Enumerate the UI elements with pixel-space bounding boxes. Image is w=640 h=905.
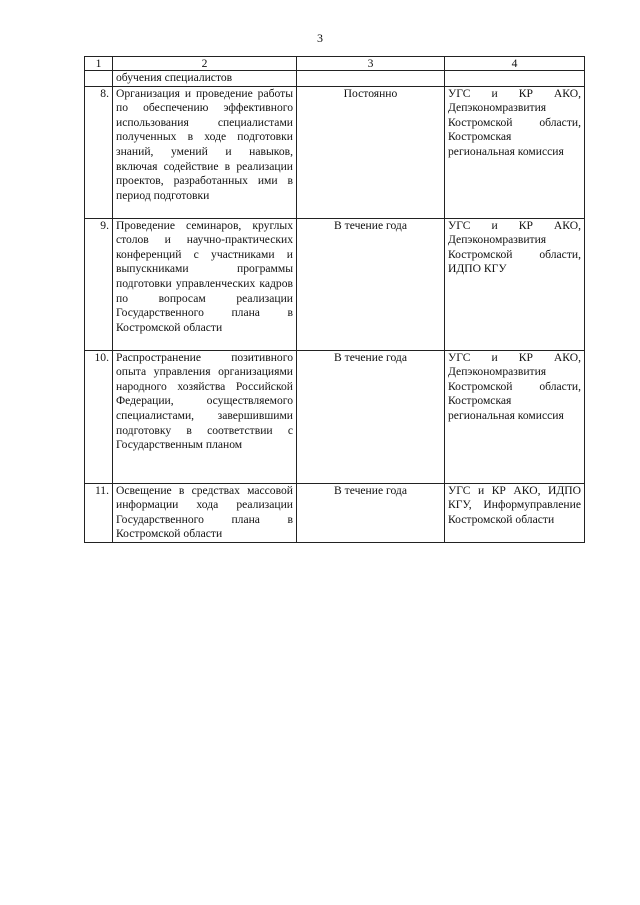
plan-table bbox=[84, 56, 585, 543]
table-row bbox=[85, 350, 585, 483]
column-header-4: 4 bbox=[445, 57, 585, 71]
row-responsible: УГС и КР АКО, Депэкономразвития Костромской области, Костромская региональная комиссия bbox=[445, 86, 585, 218]
table-row bbox=[85, 483, 585, 542]
row-responsible: УГС и КР АКО, ИДПО КГУ, Информуправление Костромской области bbox=[445, 483, 585, 542]
column-header-1: 1 bbox=[85, 57, 113, 71]
page-number: 3 bbox=[317, 31, 323, 45]
row-term: В течение года bbox=[297, 483, 445, 542]
row-term bbox=[297, 71, 445, 87]
row-term: В течение года bbox=[297, 350, 445, 483]
row-term: В течение года bbox=[297, 218, 445, 350]
column-header-3: 3 bbox=[297, 57, 445, 71]
row-term: Постоянно bbox=[297, 86, 445, 218]
row-activity: Проведение семинаров, круглых столов и научно-практических конференций с участниками и выпускниками программы подготовки управленческих кадров по вопросам реализации Государственного плана в Костромской области bbox=[113, 218, 297, 350]
table-row bbox=[85, 86, 585, 218]
row-number bbox=[85, 71, 113, 87]
row-activity: Освещение в средствах массовой информации хода реализации Государственного плана в Костромской области bbox=[113, 483, 297, 542]
row-number: 11. bbox=[85, 483, 113, 542]
row-responsible: УГС и КР АКО, Депэкономразвития Костромской области, ИДПО КГУ bbox=[445, 218, 585, 350]
row-number: 9. bbox=[85, 218, 113, 350]
row-activity: Распространение позитивного опыта управления организациями народного хозяйства Российской Федерации, осуществляемого специалистами, завершившими подготовку в соответствии с Государственным планом bbox=[113, 350, 297, 483]
row-number: 8. bbox=[85, 86, 113, 218]
row-number: 10. bbox=[85, 350, 113, 483]
table-row-continuation bbox=[85, 71, 585, 87]
row-activity: обучения специалистов bbox=[113, 71, 297, 87]
row-activity: Организация и проведение работы по обеспечению эффективного использования специалистами полученных в ходе подготовки знаний, умений и навыков, включая содействие в реализации проектов, разработанных ими в период подготовки bbox=[113, 86, 297, 218]
column-header-2: 2 bbox=[113, 57, 297, 71]
row-responsible: УГС и КР АКО, Депэкономразвития Костромской области, Костромская региональная комиссия bbox=[445, 350, 585, 483]
table-row bbox=[85, 218, 585, 350]
header-row bbox=[85, 57, 585, 71]
row-responsible bbox=[445, 71, 585, 87]
